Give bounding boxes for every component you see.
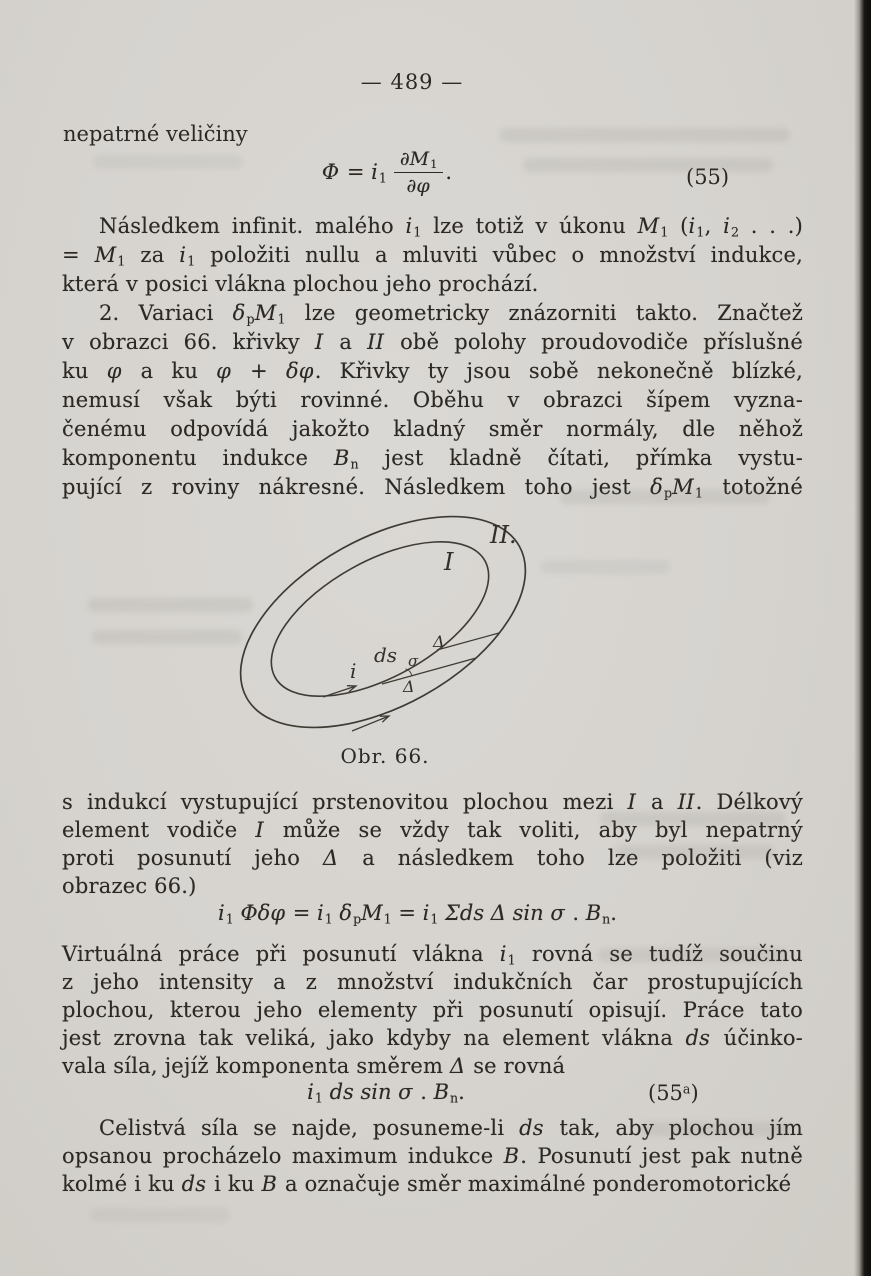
figure-label-delta-top: Δ xyxy=(433,632,445,651)
figure-caption: Obr. 66. xyxy=(340,744,430,768)
text-line: z jeho intensity a z množství indukčních čar prostupujících xyxy=(62,970,803,994)
text-line: obrazec 66.) xyxy=(62,874,197,898)
bleed-through-artifact xyxy=(560,490,770,504)
bleed-through-artifact xyxy=(600,812,785,826)
equation-55-lhs: $\Phi = i_1$ xyxy=(321,160,387,186)
text-line: komponentu indukce $B_n$ jest kladně čítati, přímka vystu- xyxy=(62,446,803,472)
text-line: ku φ a ku φ + δφ. Křivky ty jsou sobě nekonečně blízké, xyxy=(62,359,803,383)
lead-in-text: nepatrné veličiny xyxy=(63,122,248,146)
text-line: 2. Variaci $\delta_pM_1$ lze geometricky znázorniti takto. Značtež xyxy=(99,301,803,327)
bleed-through-artifact xyxy=(88,598,253,612)
paragraph-block-2 xyxy=(62,788,803,900)
bleed-through-artifact xyxy=(523,158,773,172)
text-line: element vodiče I může se vždy tak voliti, aby byl nepatrný xyxy=(62,818,803,842)
text-line: opsanou procházelo maximum indukce B. Posunutí jest pak nutně xyxy=(62,1144,804,1168)
equation-55-period: . xyxy=(445,160,453,184)
text-line: s indukcí vystupující prstenovitou plochou mezi I a II. Délkový xyxy=(62,790,803,814)
equation-55a-number: (55$^a$) xyxy=(648,1081,699,1105)
text-line: pující z roviny nákresné. Následkem toho jest $\delta_pM_1$ totožné xyxy=(62,475,803,501)
text-line: Následkem infinit. malého $i_1$ lze totiž v úkonu $M_1$ ($i_1$, $i_2$ . . .) xyxy=(99,214,803,240)
bleed-through-artifact xyxy=(640,1122,790,1136)
page-number: — 489 — xyxy=(360,70,464,94)
page-edge-shadow xyxy=(854,0,871,1276)
text-line: vala síla, jejíž komponenta směrem Δ se rovná xyxy=(62,1054,566,1078)
outer-current-loop-curve xyxy=(215,473,560,740)
paragraph-block-1 xyxy=(62,212,803,502)
text-line: která v posici vlákna plochou jeho prochází. xyxy=(62,272,539,296)
equation-virtual-work: $i_1$ $\Phi\delta\varphi = i_1$ $\delta_pM_1 = i_1$ Σds Δ sin σ . $B_n$. xyxy=(218,901,617,927)
displacement-line-upper xyxy=(437,633,499,650)
equation-55 xyxy=(62,144,712,200)
text-line: v obrazci 66. křivky I a II obě polohy proudovodiče příslušné xyxy=(62,330,804,354)
fraction-denominator: ∂φ xyxy=(406,174,430,197)
text-line: = $M_1$ za $i_1$ položiti nullu a mluviti vůbec o množství indukce, xyxy=(62,243,803,269)
bleed-through-artifact xyxy=(540,560,670,574)
figure-label-sigma-angle: σ xyxy=(408,652,419,670)
figure-obr-66 xyxy=(215,470,615,740)
equation-55-fraction xyxy=(394,148,444,197)
figure-label-current-i: i xyxy=(350,659,357,683)
figure-label-delta-bottom: Δ xyxy=(403,677,415,696)
equation-55a: $i_1$ ds sin σ . $B_n$. xyxy=(307,1080,465,1106)
equation-55-number: (55) xyxy=(686,165,730,189)
text-line: Virtuálná práce při posunutí vlákna $i_1$ rovná se tudíž součinu xyxy=(62,942,803,968)
figure-label-outer-curve: II. xyxy=(490,521,517,549)
text-line: plochou, kterou jeho elementy při posunutí opisují. Práce tato xyxy=(62,998,803,1022)
bleed-through-artifact xyxy=(598,948,788,962)
bleed-through-artifact xyxy=(92,630,242,644)
fraction-numerator: $\partial M_1$ xyxy=(394,148,444,173)
bleed-through-artifact xyxy=(615,845,775,859)
text-line: nemusí však býti rovinné. Oběhu v obrazci šípem vyzna- xyxy=(62,388,803,412)
text-line: čenému odpovídá jakožto kladný směr normály, dle něhož xyxy=(62,417,803,441)
figure-label-ds-element: ds xyxy=(374,643,398,667)
inner-current-loop-curve xyxy=(247,510,513,728)
text-line: kolmé i ku ds i ku B a označuje směr maximálné ponderomotorické xyxy=(62,1172,792,1196)
bleed-through-artifact xyxy=(90,1208,230,1222)
figure-label-inner-curve: I xyxy=(444,548,454,576)
text-line: proti posunutí jeho Δ a následkem toho lze položiti (viz xyxy=(62,846,803,870)
text-line: Celistvá síla se najde, posuneme-li ds tak, aby plochou jím xyxy=(99,1116,803,1140)
bleed-through-artifact xyxy=(93,155,243,169)
text-line: jest zrovna tak veliká, jako kdyby na element vlákna ds účinko- xyxy=(62,1026,803,1050)
bleed-through-artifact xyxy=(500,128,790,142)
